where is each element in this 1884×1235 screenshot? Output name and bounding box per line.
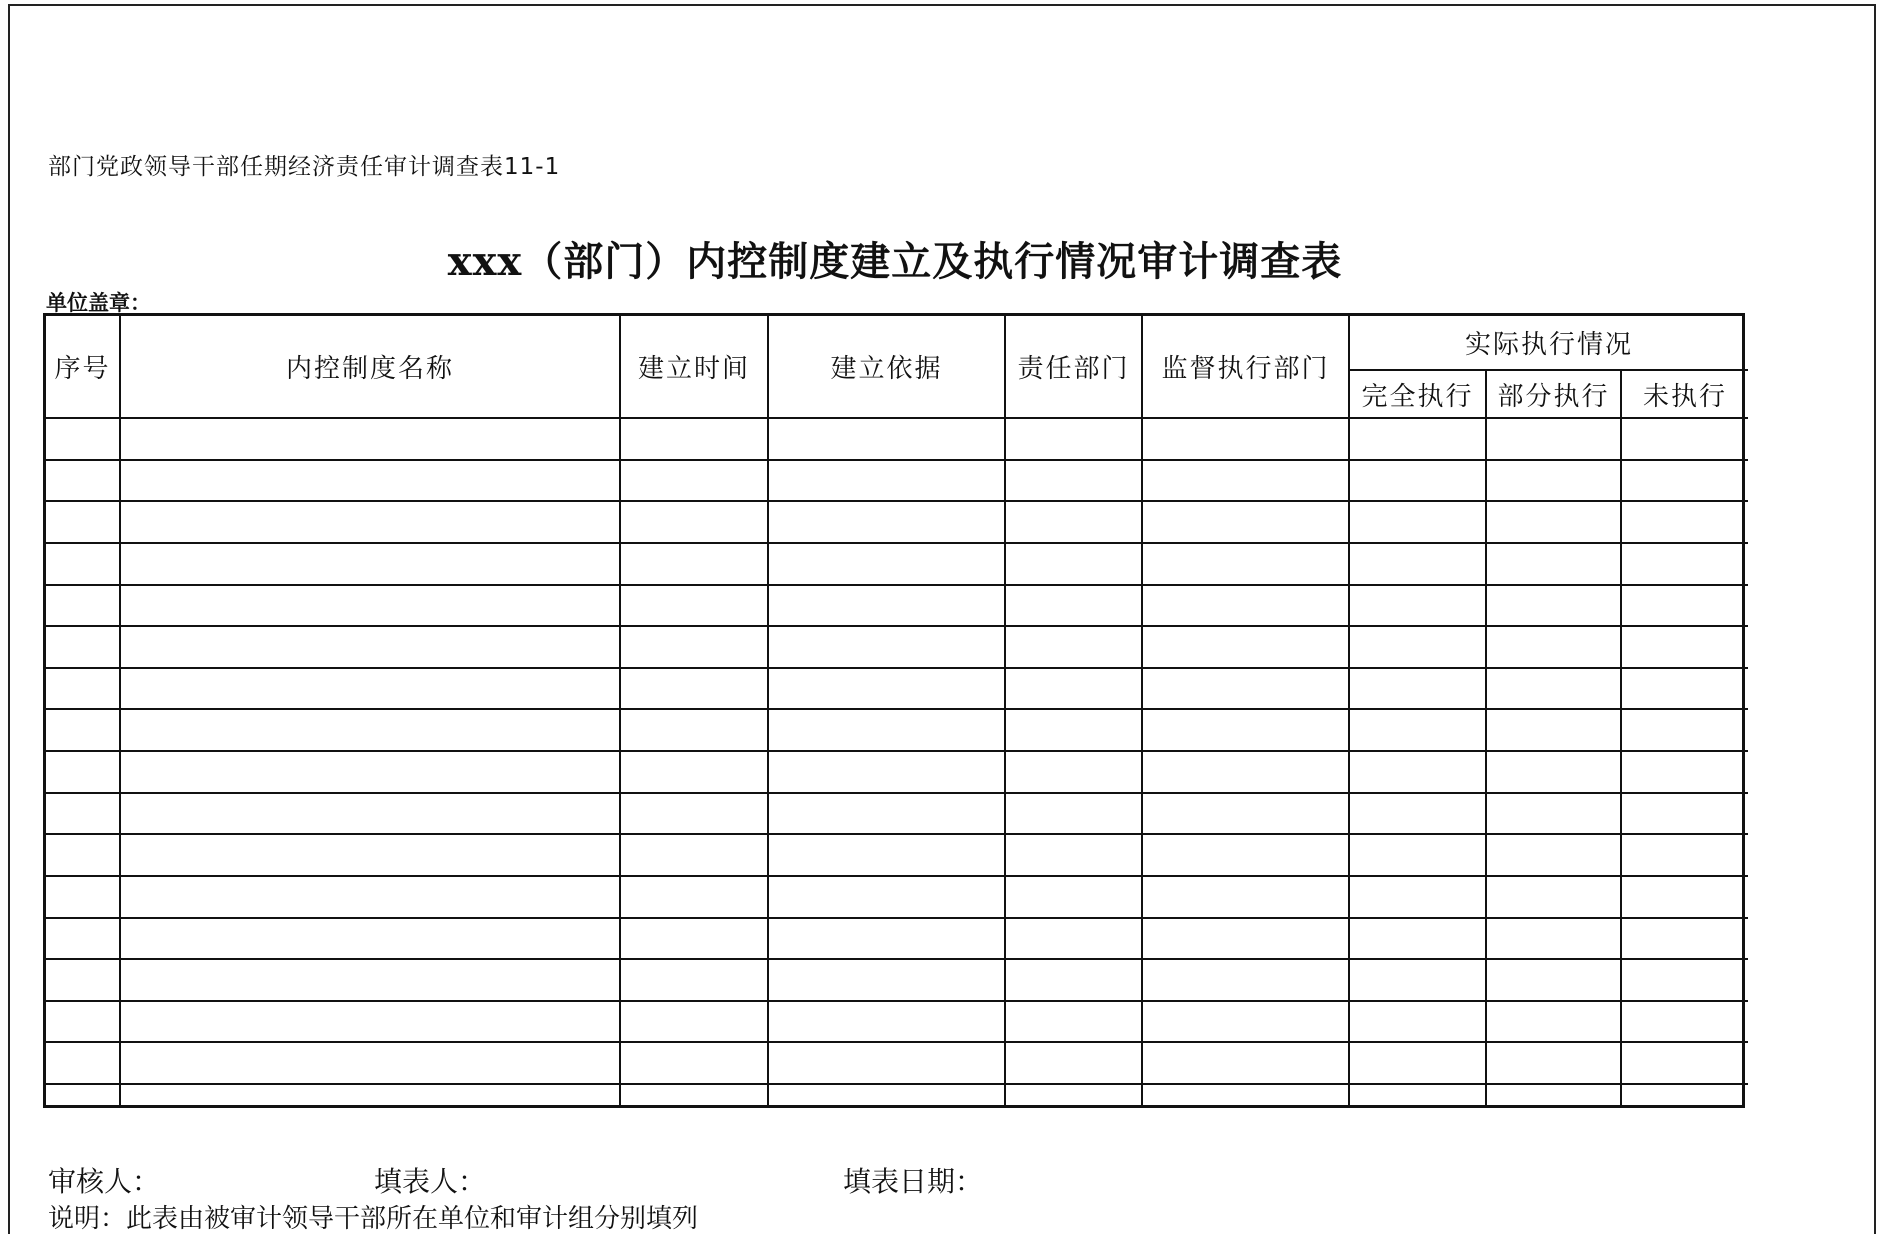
table-cell[interactable] [1349,543,1486,585]
table-cell[interactable] [1486,543,1621,585]
table-row [46,460,1748,502]
table-cell[interactable] [1486,876,1621,918]
table-cell[interactable] [46,793,120,835]
table-cell[interactable] [1005,543,1142,585]
table-body [46,418,1748,1105]
table-cell[interactable] [1142,460,1349,502]
table-cell[interactable] [620,418,768,460]
table-cell[interactable] [768,793,1005,835]
header-actual-execution: 实际执行情况 [1349,316,1748,370]
table-cell[interactable] [46,876,120,918]
table-cell[interactable] [1142,501,1349,543]
table-cell[interactable] [1486,501,1621,543]
table-cell[interactable] [768,668,1005,710]
table-cell[interactable] [1005,585,1142,627]
table-cell[interactable] [1486,709,1621,751]
header-established-time: 建立时间 [620,316,768,418]
table-cell[interactable] [1621,543,1748,585]
signature-line [48,1160,1248,1200]
table-cell[interactable] [1349,1042,1486,1084]
table-cell[interactable] [1486,668,1621,710]
table-cell[interactable] [46,501,120,543]
table-cell[interactable] [768,751,1005,793]
table-cell[interactable] [1142,1001,1349,1043]
table-row [46,668,1748,710]
table-cell[interactable] [1005,668,1142,710]
table-cell[interactable] [46,1042,120,1084]
table-cell[interactable] [120,834,620,876]
table-cell[interactable] [1142,834,1349,876]
header-responsible-dept: 责任部门 [1005,316,1142,418]
document-title: xxx（部门）内控制度建立及执行情况审计调查表 [447,238,1343,285]
table-cell[interactable] [120,1042,620,1084]
table-cell[interactable] [620,959,768,1001]
table-cell[interactable] [1349,418,1486,460]
table-cell[interactable] [1005,793,1142,835]
table-cell[interactable] [768,959,1005,1001]
table-cell[interactable] [620,668,768,710]
header-not-executed: 未执行 [1621,370,1748,418]
table-cell[interactable] [1486,418,1621,460]
document-code: 部门党政领导干部任期经济责任审计调查表11-1 [48,154,561,180]
table-cell[interactable] [768,418,1005,460]
table-cell[interactable] [1005,834,1142,876]
table-cell[interactable] [1486,1084,1621,1105]
table-cell[interactable] [46,585,120,627]
table-row [46,751,1748,793]
table-cell[interactable] [1349,1084,1486,1105]
filler-label: 填表人： [374,1165,487,1198]
table-cell[interactable] [768,1042,1005,1084]
table-cell[interactable] [620,460,768,502]
table-cell[interactable] [1142,418,1349,460]
table-cell[interactable] [1005,418,1142,460]
table-cell[interactable] [1005,1042,1142,1084]
table-cell[interactable] [768,626,1005,668]
table-cell[interactable] [1142,668,1349,710]
table-cell[interactable] [768,1084,1005,1105]
table-row [46,876,1748,918]
table-cell[interactable] [120,709,620,751]
table-row [46,709,1748,751]
table-cell[interactable] [120,585,620,627]
table-cell[interactable] [620,876,768,918]
table-cell[interactable] [620,918,768,960]
table-cell[interactable] [120,418,620,460]
table-cell[interactable] [768,876,1005,918]
table-cell[interactable] [1349,876,1486,918]
reviewer-label: 审核人： [48,1165,161,1198]
table-cell[interactable] [1142,751,1349,793]
table-cell[interactable] [46,1084,120,1105]
table-cell[interactable] [1142,543,1349,585]
table-cell[interactable] [768,834,1005,876]
table-row [46,834,1748,876]
table-cell[interactable] [1621,1001,1748,1043]
table-cell[interactable] [120,793,620,835]
table-cell[interactable] [1349,1001,1486,1043]
table-cell[interactable] [1621,501,1748,543]
table-cell[interactable] [46,418,120,460]
table-cell[interactable] [120,1001,620,1043]
table-cell[interactable] [46,460,120,502]
table-cell[interactable] [46,918,120,960]
table-cell[interactable] [1349,751,1486,793]
table-cell[interactable] [46,626,120,668]
table-cell[interactable] [1142,626,1349,668]
table-cell[interactable] [768,709,1005,751]
table-cell[interactable] [1486,959,1621,1001]
table-cell[interactable] [120,959,620,1001]
table-cell[interactable] [120,918,620,960]
table-cell[interactable] [620,1042,768,1084]
table-cell[interactable] [1005,501,1142,543]
header-supervising-dept: 监督执行部门 [1142,316,1349,418]
table-row [46,1084,1748,1105]
table-row [46,1042,1748,1084]
table-cell[interactable] [768,543,1005,585]
table-cell[interactable] [768,501,1005,543]
table-cell[interactable] [1486,626,1621,668]
table-cell[interactable] [1142,1084,1349,1105]
table-row [46,585,1748,627]
table-cell[interactable] [46,543,120,585]
table-cell[interactable] [1486,834,1621,876]
table-cell[interactable] [1486,460,1621,502]
table-row [46,418,1748,460]
header-partial-execution: 部分执行 [1486,370,1621,418]
table-cell[interactable] [46,709,120,751]
table-cell[interactable] [1621,751,1748,793]
table-cell[interactable] [768,460,1005,502]
table-cell[interactable] [1349,959,1486,1001]
table-cell[interactable] [1005,918,1142,960]
table-cell[interactable] [1621,709,1748,751]
table-cell[interactable] [120,751,620,793]
table-cell[interactable] [1142,1042,1349,1084]
table-cell[interactable] [46,834,120,876]
table-cell[interactable] [46,668,120,710]
table-cell[interactable] [1349,501,1486,543]
header-seq: 序号 [46,316,120,418]
table-cell[interactable] [620,834,768,876]
table-cell[interactable] [768,918,1005,960]
seal-label: 单位盖章： [46,291,151,315]
footnote: 说明：此表由被审计领导干部所在单位和审计组分别填列 [48,1204,699,1234]
table-cell[interactable] [1142,585,1349,627]
table-cell[interactable] [1005,709,1142,751]
table-cell[interactable] [1005,1084,1142,1105]
table-cell[interactable] [1621,1084,1748,1105]
table-cell[interactable] [1005,751,1142,793]
table-row [46,501,1748,543]
header-full-execution: 完全执行 [1349,370,1486,418]
table-cell[interactable] [1005,460,1142,502]
table-row [46,959,1748,1001]
table-cell[interactable] [1621,460,1748,502]
table-cell[interactable] [1486,751,1621,793]
table-cell[interactable] [620,585,768,627]
table-cell[interactable] [120,668,620,710]
fill-date-label: 填表日期： [843,1165,984,1198]
table-cell[interactable] [768,585,1005,627]
table-cell[interactable] [620,543,768,585]
table-cell[interactable] [620,709,768,751]
table-cell[interactable] [1349,918,1486,960]
table-cell[interactable] [1349,793,1486,835]
table-cell[interactable] [1142,959,1349,1001]
table-cell[interactable] [1621,585,1748,627]
table-cell[interactable] [1621,876,1748,918]
table-row [46,626,1748,668]
table-cell[interactable] [46,1001,120,1043]
table-cell[interactable] [1142,709,1349,751]
table-cell[interactable] [1486,918,1621,960]
audit-table [43,313,1745,1108]
table-row [46,793,1748,835]
table-cell[interactable] [46,959,120,1001]
table-cell[interactable] [1005,1001,1142,1043]
table-cell[interactable] [1486,1042,1621,1084]
table-cell[interactable] [1005,876,1142,918]
table-cell[interactable] [1621,626,1748,668]
table-cell[interactable] [120,876,620,918]
table-cell[interactable] [120,626,620,668]
table-cell[interactable] [620,1001,768,1043]
table-cell[interactable] [1349,460,1486,502]
table-cell[interactable] [1142,793,1349,835]
table-cell[interactable] [1621,668,1748,710]
table-cell[interactable] [120,460,620,502]
table-cell[interactable] [620,501,768,543]
table-cell[interactable] [120,501,620,543]
table-cell[interactable] [1621,793,1748,835]
table-cell[interactable] [1349,585,1486,627]
table-cell[interactable] [46,751,120,793]
table-cell[interactable] [768,1001,1005,1043]
table-cell[interactable] [620,793,768,835]
table-cell[interactable] [1486,793,1621,835]
header-control-name: 内控制度名称 [120,316,620,418]
table-cell[interactable] [1621,418,1748,460]
table-row [46,918,1748,960]
table-row [46,1001,1748,1043]
table-cell[interactable] [1621,918,1748,960]
table-cell[interactable] [1349,834,1486,876]
header-basis: 建立依据 [768,316,1005,418]
table-cell[interactable] [1142,918,1349,960]
table-cell[interactable] [620,626,768,668]
table-cell[interactable] [1349,626,1486,668]
table-cell[interactable] [120,1084,620,1105]
table-cell[interactable] [1349,668,1486,710]
table-row [46,543,1748,585]
table-cell[interactable] [1621,1042,1748,1084]
table-cell[interactable] [1621,959,1748,1001]
table-cell[interactable] [1005,959,1142,1001]
table-cell[interactable] [1621,834,1748,876]
table-cell[interactable] [620,1084,768,1105]
table-cell[interactable] [1142,876,1349,918]
table-cell[interactable] [1005,626,1142,668]
table-cell[interactable] [1486,1001,1621,1043]
table-cell[interactable] [120,543,620,585]
table-cell[interactable] [620,751,768,793]
table-cell[interactable] [1349,709,1486,751]
table-cell[interactable] [1486,585,1621,627]
